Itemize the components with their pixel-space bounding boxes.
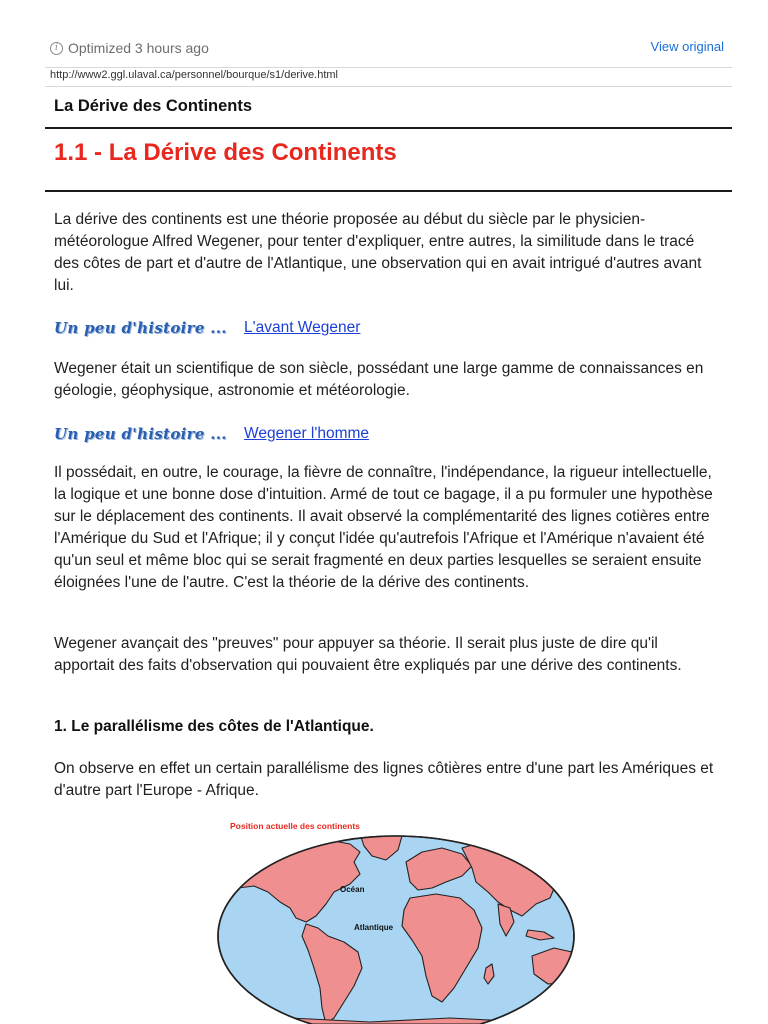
page-title: La Dérive des Continents <box>54 97 253 115</box>
divider <box>45 67 732 68</box>
history-banner-image: Un peu d'histoire ... <box>54 425 227 443</box>
main-heading: 1.1 - La Dérive des Continents <box>54 139 397 166</box>
heading-rule <box>45 190 732 192</box>
optimized-status <box>50 40 209 56</box>
divider <box>45 86 732 87</box>
section-heading: 1. Le parallélisme des côtes de l'Atlantique. <box>54 718 374 735</box>
map-label-atlantique: Atlantique <box>354 923 394 932</box>
map-caption: Position actuelle des continents <box>230 821 360 831</box>
link-wegener-homme[interactable]: Wegener l'homme <box>244 425 370 442</box>
view-original-link[interactable]: View original <box>650 39 724 54</box>
link-avant-wegener[interactable]: L'avant Wegener <box>244 319 361 336</box>
title-rule <box>45 127 732 129</box>
optimized-text: Optimized 3 hours ago <box>68 40 209 56</box>
history-row <box>54 315 360 341</box>
map-label-ocean: Océan <box>340 885 365 894</box>
qualities-paragraph: Il possédait, en outre, le courage, la fièvre de connaître, l'indépendance, la rigueur intellectuelle, la logique et une bonne dose d'intuition. Armé de tout ce bagage, il a pu formuler une hypothèse sur le déplacement des continents. Il avait observé la complémentarité des lignes cotières entre l'Amérique du Sud et l'Afrique; il y conçut l'idée qu'autrefois l'Afrique et l'Amérique n'avaient été qu'un seul et même bloc qui se serait fragmenté en deux parties lesquelles se seraient ensuite éloignées l'une de l'autre. C'est la théorie de la dérive des continents. <box>54 464 713 591</box>
world-map-figure <box>210 818 582 1024</box>
parallelism-paragraph: On observe en effet un certain parallélisme des lignes côtières entre d'une part les Amériques et d'autre part l'Europe - Afrique. <box>54 760 714 799</box>
scientist-paragraph: Wegener était un scientifique de son siècle, possédant une large gamme de connaissances en géologie, géophysique, astronomie et météorologie. <box>54 360 704 399</box>
info-icon: i <box>50 42 63 55</box>
proofs-paragraph: Wegener avançait des "preuves" pour appuyer sa théorie. Il serait plus juste de dire qu'il apportait des faits d'observation qui pouvaient être expliqués par une dérive des continents. <box>54 635 682 674</box>
history-row <box>54 421 369 447</box>
optimized-bar <box>50 40 724 60</box>
history-banner-image: Un peu d'histoire ... <box>54 319 227 337</box>
world-map-image <box>210 818 582 1024</box>
intro-paragraph: La dérive des continents est une théorie proposée au début du siècle par le physicien-météorologue Alfred Wegener, pour tenter d'expliquer, entre autres, la similitude dans le tracé des côtes de part et d'autre de l'Atlantique, une observation qui en avait intrigué d'autres avant lui. <box>54 211 702 294</box>
source-url: http://www2.ggl.ulaval.ca/personnel/bourque/s1/derive.html <box>50 69 338 81</box>
